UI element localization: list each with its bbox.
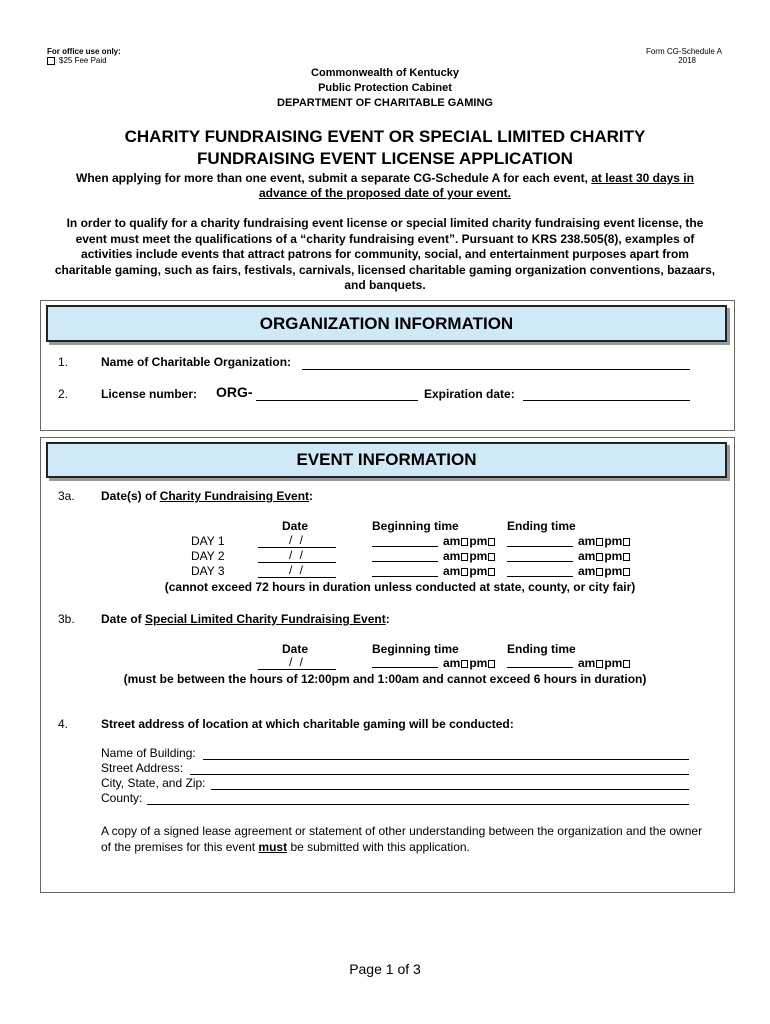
special-event-label: Date of Special Limited Charity Fundraising Event: bbox=[101, 612, 390, 626]
special-begin-am-checkbox[interactable] bbox=[461, 660, 468, 668]
day-end-pm-checkbox[interactable] bbox=[623, 568, 630, 576]
day-end-am: am bbox=[578, 564, 596, 578]
qualify-l2: event must meet the qualifications of a “charity fundraising event”. Pursuant to KRS 238.505(8), examples of bbox=[75, 231, 695, 246]
org-name-field[interactable] bbox=[302, 354, 690, 370]
org-name-label: Name of Charitable Organization: bbox=[101, 355, 292, 369]
special-end-pm-checkbox[interactable] bbox=[623, 660, 630, 668]
day-begin-pm: pm bbox=[469, 549, 488, 563]
agency-line2: Public Protection Cabinet bbox=[318, 82, 452, 94]
day-begin-time-field[interactable] bbox=[372, 548, 438, 562]
day-end-pm-checkbox[interactable] bbox=[623, 538, 630, 546]
day-begin-am: am bbox=[443, 564, 461, 578]
event-dates-label: Date(s) of Charity Fundraising Event: bbox=[101, 489, 314, 503]
county-field[interactable] bbox=[147, 790, 689, 805]
day-begin-ampm[interactable] bbox=[443, 564, 496, 578]
expiration-date-field[interactable] bbox=[523, 385, 690, 401]
item-4-number: 4. bbox=[58, 717, 69, 731]
col-date-3b: Date bbox=[282, 642, 309, 656]
office-use-label: For office use only: bbox=[47, 47, 121, 56]
agency-header bbox=[0, 66, 770, 111]
qualify-paragraph bbox=[0, 216, 770, 294]
event-dates-link: Charity Fundraising Event bbox=[159, 489, 310, 503]
day-begin-pm: pm bbox=[469, 564, 488, 578]
day-begin-am-checkbox[interactable] bbox=[461, 538, 468, 546]
form-year: 2018 bbox=[678, 56, 696, 65]
special-begin-ampm[interactable] bbox=[443, 656, 496, 670]
day-end-time-field[interactable] bbox=[507, 563, 573, 577]
day-label: DAY 3 bbox=[191, 564, 225, 578]
item-3a-number: 3a. bbox=[58, 489, 75, 503]
instructions bbox=[0, 171, 770, 201]
special-begin-pm-checkbox[interactable] bbox=[488, 660, 495, 668]
title-line2: FUNDRAISING EVENT LICENSE APPLICATION bbox=[197, 149, 573, 168]
day-end-am-checkbox[interactable] bbox=[596, 538, 603, 546]
day-begin-pm: pm bbox=[469, 534, 488, 548]
form-id bbox=[602, 47, 722, 65]
note-3a: (cannot exceed 72 hours in duration unless conducted at state, county, or city fair) bbox=[164, 580, 636, 594]
special-end-time-field[interactable] bbox=[507, 654, 573, 668]
agency-line1: Commonwealth of Kentucky bbox=[311, 67, 459, 79]
instructions-line2: advance of the proposed date of your event. bbox=[258, 186, 512, 200]
special-event-link: Special Limited Charity Fundraising Event bbox=[145, 612, 386, 626]
special-begin-am: am bbox=[443, 656, 461, 670]
col-begin-3a: Beginning time bbox=[372, 519, 459, 533]
day-date-field[interactable]: / / bbox=[258, 548, 336, 563]
org-name-text: Name of Charitable Organization bbox=[101, 355, 288, 369]
special-end-am-checkbox[interactable] bbox=[596, 660, 603, 668]
day-end-am: am bbox=[578, 549, 596, 563]
day-label: DAY 1 bbox=[191, 534, 225, 548]
special-end-am: am bbox=[578, 656, 596, 670]
special-begin-pm: pm bbox=[469, 656, 488, 670]
day-begin-am-checkbox[interactable] bbox=[461, 553, 468, 561]
fee-paid bbox=[47, 56, 107, 65]
city-field[interactable] bbox=[211, 775, 689, 790]
day-end-am-checkbox[interactable] bbox=[596, 553, 603, 561]
item-3b-number: 3b. bbox=[58, 612, 75, 626]
expiration-text: Expiration date bbox=[424, 387, 511, 401]
day-end-pm-checkbox[interactable] bbox=[623, 553, 630, 561]
day-end-am: am bbox=[578, 534, 596, 548]
day-begin-pm-checkbox[interactable] bbox=[488, 553, 495, 561]
qualify-l3: activities include events that attract patrons for community, social, and entertainment purposes apart from bbox=[81, 247, 689, 261]
form-name: Form CG-Schedule A bbox=[645, 47, 722, 56]
item-2-number: 2. bbox=[58, 387, 69, 401]
event-dates-text: Date(s) of bbox=[101, 489, 157, 503]
license-text: License number bbox=[101, 387, 194, 401]
special-begin-time-field[interactable] bbox=[372, 654, 438, 668]
day-end-am-checkbox[interactable] bbox=[596, 568, 603, 576]
day-label: DAY 2 bbox=[191, 549, 225, 563]
col-begin-3b: Beginning time bbox=[372, 642, 459, 656]
county-label: County: bbox=[101, 791, 143, 805]
qualify-l5: and banquets. bbox=[344, 278, 426, 292]
special-event-text: Date of bbox=[101, 612, 142, 626]
col-date-3a: Date bbox=[282, 519, 309, 533]
lease-line2c: be submitted with this application. bbox=[290, 840, 470, 854]
lease-must: must bbox=[258, 840, 288, 854]
col-end-3a: Ending time bbox=[507, 519, 576, 533]
day-begin-ampm[interactable] bbox=[443, 549, 496, 563]
org-heading: ORGANIZATION INFORMATION bbox=[46, 305, 727, 342]
qualify-l1: In order to qualify for a charity fundraising event license or special limited charity fundraising event license, the bbox=[66, 216, 704, 230]
street-field[interactable] bbox=[190, 760, 689, 775]
day-begin-am: am bbox=[443, 549, 461, 563]
fee-paid-label: $25 Fee Paid bbox=[59, 56, 107, 65]
special-date-field[interactable]: / / bbox=[258, 655, 336, 670]
special-end-pm: pm bbox=[604, 656, 623, 670]
day-end-ampm[interactable] bbox=[578, 534, 631, 548]
item-1-number: 1. bbox=[58, 355, 69, 369]
note-3b: (must be between the hours of 12:00pm and 1:00am and cannot exceed 6 hours in duration) bbox=[123, 672, 647, 686]
street-question-text: Street address of location at which charitable gaming will be conducted bbox=[101, 717, 510, 731]
title-line1: CHARITY FUNDRAISING EVENT OR SPECIAL LIMITED CHARITY bbox=[124, 127, 646, 146]
street-question: Street address of location at which charitable gaming will be conducted: bbox=[101, 717, 514, 731]
lease-line2a: of the premises for this event bbox=[101, 840, 256, 854]
building-field[interactable] bbox=[203, 745, 689, 760]
day-end-pm: pm bbox=[604, 534, 623, 548]
expiration-label: Expiration date: bbox=[424, 387, 515, 401]
building-label: Name of Building: bbox=[101, 746, 196, 760]
col-end-3b: Ending time bbox=[507, 642, 576, 656]
instructions-a: When applying for more than one event, submit a separate CG-Schedule A for each event, bbox=[76, 171, 588, 185]
license-label: License number: bbox=[101, 387, 198, 401]
day-end-pm: pm bbox=[604, 549, 623, 563]
day-date-field[interactable]: / / bbox=[258, 533, 336, 548]
agency-line3: DEPARTMENT OF CHARITABLE GAMING bbox=[277, 97, 493, 109]
day-date-field[interactable]: / / bbox=[258, 563, 336, 578]
day-begin-pm-checkbox[interactable] bbox=[488, 568, 495, 576]
day-begin-ampm[interactable] bbox=[443, 534, 496, 548]
page-title bbox=[0, 126, 770, 170]
qualify-l4: charitable gaming, such as fairs, festivals, carnivals, licensed charitable gaming organization conventions, bazaars, bbox=[54, 262, 716, 277]
page-number: Page 1 of 3 bbox=[349, 961, 421, 977]
day-begin-time-field[interactable] bbox=[372, 533, 438, 547]
license-number-field[interactable] bbox=[256, 385, 418, 401]
day-end-ampm[interactable] bbox=[578, 549, 631, 563]
day-end-time-field[interactable] bbox=[507, 533, 573, 547]
city-label: City, State, and Zip: bbox=[101, 776, 206, 790]
event-heading: EVENT INFORMATION bbox=[46, 442, 727, 478]
instructions-b: at least 30 days in bbox=[591, 171, 694, 185]
day-end-pm: pm bbox=[604, 564, 623, 578]
lease-line1: A copy of a signed lease agreement or statement of other understanding between the organization and the owner bbox=[101, 824, 703, 838]
street-label: Street Address: bbox=[101, 761, 184, 775]
day-end-time-field[interactable] bbox=[507, 548, 573, 562]
day-begin-pm-checkbox[interactable] bbox=[488, 538, 495, 546]
lease-note bbox=[101, 823, 731, 855]
day-end-ampm[interactable] bbox=[578, 564, 631, 578]
day-begin-am: am bbox=[443, 534, 461, 548]
fee-paid-checkbox[interactable] bbox=[47, 57, 55, 65]
org-prefix: ORG- bbox=[216, 384, 253, 400]
day-begin-am-checkbox[interactable] bbox=[461, 568, 468, 576]
special-end-ampm[interactable] bbox=[578, 656, 631, 670]
day-begin-time-field[interactable] bbox=[372, 563, 438, 577]
